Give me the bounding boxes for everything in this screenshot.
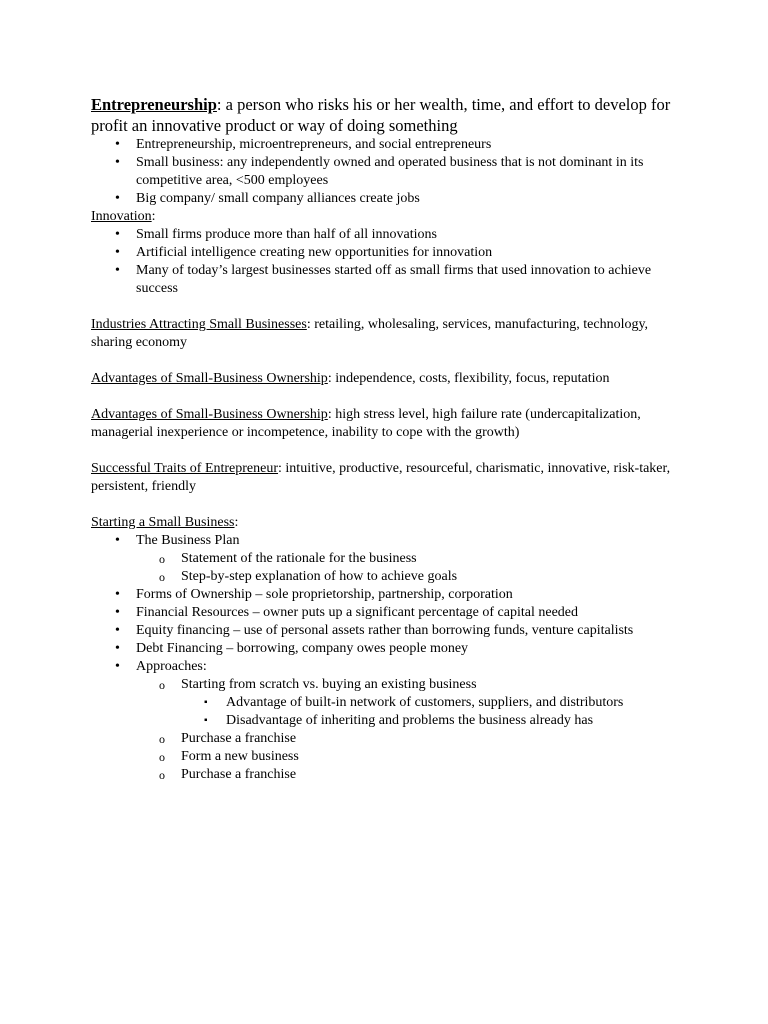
- circle-marker: o: [159, 570, 165, 584]
- advantages-heading: Advantages of Small-Business Ownership: [91, 371, 328, 386]
- list-item: • Many of today’s largest businesses started off as small firms that used innovation to achieve success: [115, 263, 652, 296]
- list-item: • Big company/ small company alliances create jobs: [115, 191, 420, 206]
- circle-marker: o: [159, 678, 165, 692]
- innovation-list: [91, 226, 691, 298]
- bullet-marker: •: [115, 227, 120, 242]
- starting-heading-text: Starting a Small Business: [91, 515, 235, 530]
- entrepreneurship-definition-text: : a person who risks his or her wealth, time, and effort to develop for profit an innovative product or way of doing something: [91, 95, 671, 135]
- advantages-paragraph: Advantages of Small-Business Ownership: independence, costs, flexibility, focus, reputation: [91, 371, 610, 386]
- starting-list: [91, 532, 691, 784]
- spacer: [91, 442, 691, 460]
- list-item: • Equity financing – use of personal assets rather than borrowing funds, venture capitalists: [115, 623, 634, 638]
- bullet-marker: •: [115, 533, 120, 548]
- sub-list-item: o Form a new business: [159, 749, 299, 764]
- bullet-marker: •: [115, 641, 120, 656]
- circle-marker: o: [159, 768, 165, 782]
- list-item: • Small firms produce more than half of all innovations: [115, 227, 437, 242]
- bullet-marker: •: [115, 605, 120, 620]
- industries-paragraph: Industries Attracting Small Businesses: retailing, wholesaling, services, manufacturing, technology, sharing economy: [91, 317, 649, 350]
- circle-marker: o: [159, 732, 165, 746]
- bullet-marker: •: [115, 659, 120, 674]
- sub-sub-list-item: ▪ Advantage of built-in network of customers, suppliers, and distributors: [204, 695, 624, 710]
- bullet-marker: •: [115, 587, 120, 602]
- list-item: • The Business Plan: [115, 533, 240, 548]
- list-item: • Debt Financing – borrowing, company owes people money: [115, 641, 469, 656]
- spacer: [91, 496, 691, 514]
- bullet-marker: •: [115, 623, 120, 638]
- list-item: • Entrepreneurship, microentrepreneurs, and social entrepreneurs: [115, 137, 492, 152]
- list-item: • Forms of Ownership – sole proprietorship, partnership, corporation: [115, 587, 513, 602]
- traits-heading: Successful Traits of Entrepreneur: [91, 461, 279, 476]
- sub-list-item: o Starting from scratch vs. buying an existing business: [159, 677, 477, 692]
- entrepreneurship-definition: [91, 94, 691, 136]
- innovation-heading-text: Innovation: [91, 209, 152, 224]
- circle-marker: o: [159, 750, 165, 764]
- bullet-marker: •: [115, 263, 120, 278]
- sub-list-item: o Purchase a franchise: [159, 767, 297, 782]
- entrepreneurship-term: Entrepreneurship: [91, 95, 217, 114]
- list-item: • Small business: any independently owned and operated business that is not dominant in its competitive area, <500 employees: [115, 155, 644, 188]
- spacer: [91, 388, 691, 406]
- innovation-heading: Innovation:: [91, 209, 156, 224]
- entrepreneurship-list: [91, 136, 691, 208]
- spacer: [91, 352, 691, 370]
- traits-paragraph: Successful Traits of Entrepreneur: intuitive, productive, resourceful, charismatic, innovative, risk-taker, persistent, friendly: [91, 461, 671, 494]
- disadvantages-paragraph: Advantages of Small-Business Ownership: high stress level, high failure rate (undercapitalization, managerial inexperience or incompetence, inability to cope with the growth): [91, 407, 641, 440]
- starting-heading: Starting a Small Business:: [91, 515, 239, 530]
- disadvantages-heading: Advantages of Small-Business Ownership: [91, 407, 328, 422]
- square-marker: ▪: [204, 715, 208, 726]
- industries-heading: Industries Attracting Small Businesses: [91, 317, 307, 332]
- square-marker: ▪: [204, 697, 208, 708]
- bullet-marker: •: [115, 137, 120, 152]
- spacer: [91, 298, 691, 316]
- bullet-marker: •: [115, 155, 120, 170]
- bullet-marker: •: [115, 191, 120, 206]
- bullet-marker: •: [115, 245, 120, 260]
- document-body: [91, 94, 691, 784]
- circle-marker: o: [159, 552, 165, 566]
- list-item: • Approaches:: [115, 659, 207, 674]
- sub-list-item: o Statement of the rationale for the business: [159, 551, 417, 566]
- sub-list-item: o Purchase a franchise: [159, 731, 297, 746]
- sub-list-item: o Step-by-step explanation of how to achieve goals: [159, 569, 458, 584]
- list-item: • Financial Resources – owner puts up a significant percentage of capital needed: [115, 605, 579, 620]
- sub-sub-list-item: ▪ Disadvantage of inheriting and problems the business already has: [204, 713, 594, 728]
- list-item: • Artificial intelligence creating new opportunities for innovation: [115, 245, 493, 260]
